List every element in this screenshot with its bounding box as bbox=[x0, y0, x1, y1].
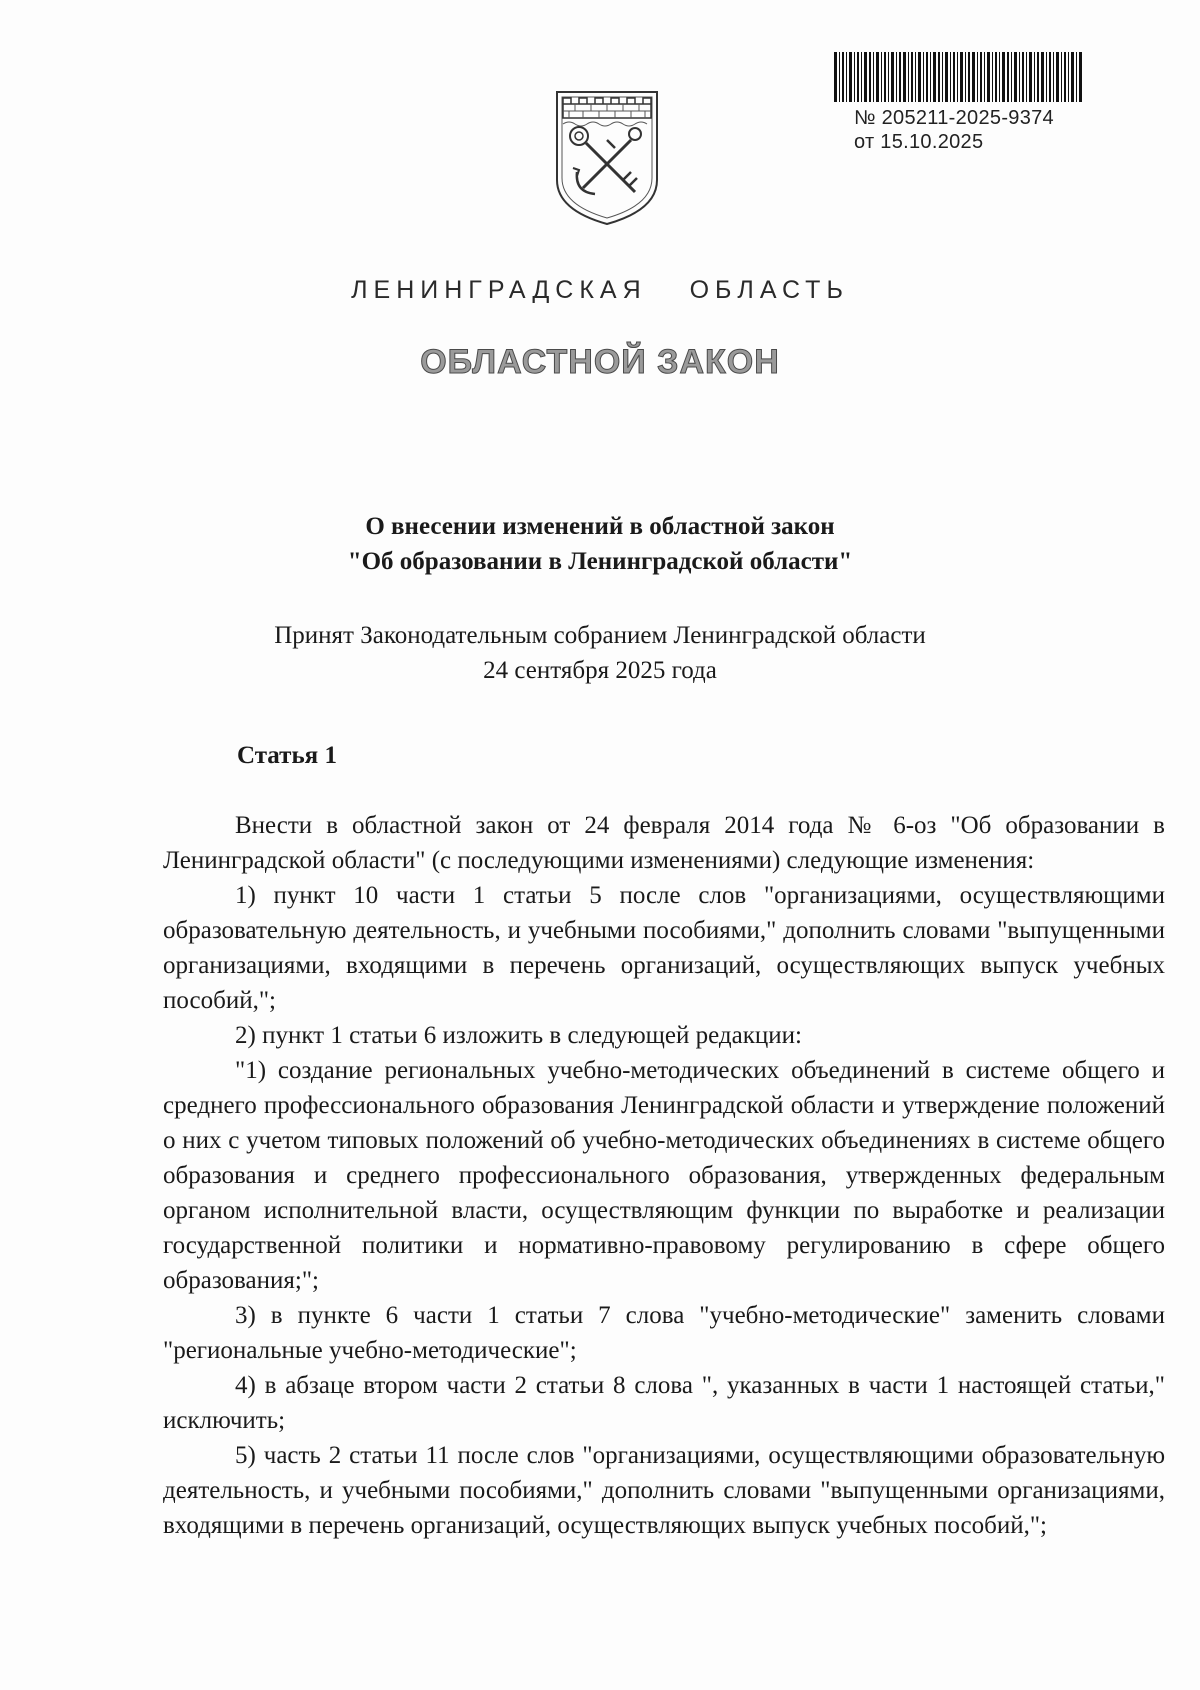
coat-of-arms-icon bbox=[553, 88, 661, 228]
paragraph: 3) в пункте 6 части 1 статьи 7 слова "учебно-методические" заменить словами "региональные учебно-методические"; bbox=[163, 1302, 1165, 1364]
article-body bbox=[163, 808, 1165, 1543]
paragraph: 4) в абзаце втором части 2 статьи 8 слова ", указанных в части 1 настоящей статьи," исключить; bbox=[163, 1372, 1165, 1434]
paragraph: 1) пункт 10 части 1 статьи 5 после слов "организациями, осуществляющими образовательную деятельность, и учебными пособиями," дополнить словами "выпущенными организациями, входящими в перечень организаций, осуществляющих выпуск учебных пособий,"; bbox=[163, 882, 1165, 1014]
registration-number: № 205211-2025-9374 bbox=[854, 107, 1054, 129]
adoption-date: 24 сентября 2025 года bbox=[483, 657, 717, 684]
registration-block bbox=[854, 106, 1054, 154]
registration-date: от 15.10.2025 bbox=[854, 131, 984, 153]
document-type: ОБЛАСТНОЙ ЗАКОН bbox=[420, 343, 780, 381]
paragraph: Внести в областной закон от 24 февраля 2014 года № 6-оз "Об образовании в Ленинградской области" (с последующими изменениями) следующие изменения: bbox=[163, 812, 1165, 874]
paragraph: "1) создание региональных учебно-методических объединений в системе общего и среднего профессионального образования Ленинградской области и утверждение положений о них с учетом типовых положений об учебно-методических объединениях в системе общего образования и среднего профессионального образования, утвержденных федеральным органом исполнительной власти, осуществляющим функции по выработке и реализации государственной политики и нормативно-правовому регулированию в сфере общего образования;"; bbox=[163, 1057, 1165, 1294]
law-title bbox=[0, 509, 1200, 579]
adoption-line: Принят Законодательным собранием Ленинградской области bbox=[274, 622, 926, 649]
paragraph: 2) пункт 1 статьи 6 изложить в следующей редакции: bbox=[235, 1022, 802, 1049]
law-title-line: О внесении изменений в областной закон bbox=[365, 513, 835, 540]
region-title: ЛЕНИНГРАДСКАЯ ОБЛАСТЬ bbox=[351, 276, 849, 304]
paragraph: 5) часть 2 статьи 11 после слов "организациями, осуществляющими образовательную деятельность, и учебными пособиями," дополнить словами "выпущенными организациями, входящими в перечень организаций, осуществляющих выпуск учебных пособий,"; bbox=[163, 1442, 1165, 1539]
article-heading: Статья 1 bbox=[237, 742, 337, 769]
barcode-icon bbox=[834, 52, 1084, 102]
adoption-note bbox=[0, 618, 1200, 688]
law-title-line: "Об образовании в Ленинградской области" bbox=[347, 548, 853, 575]
